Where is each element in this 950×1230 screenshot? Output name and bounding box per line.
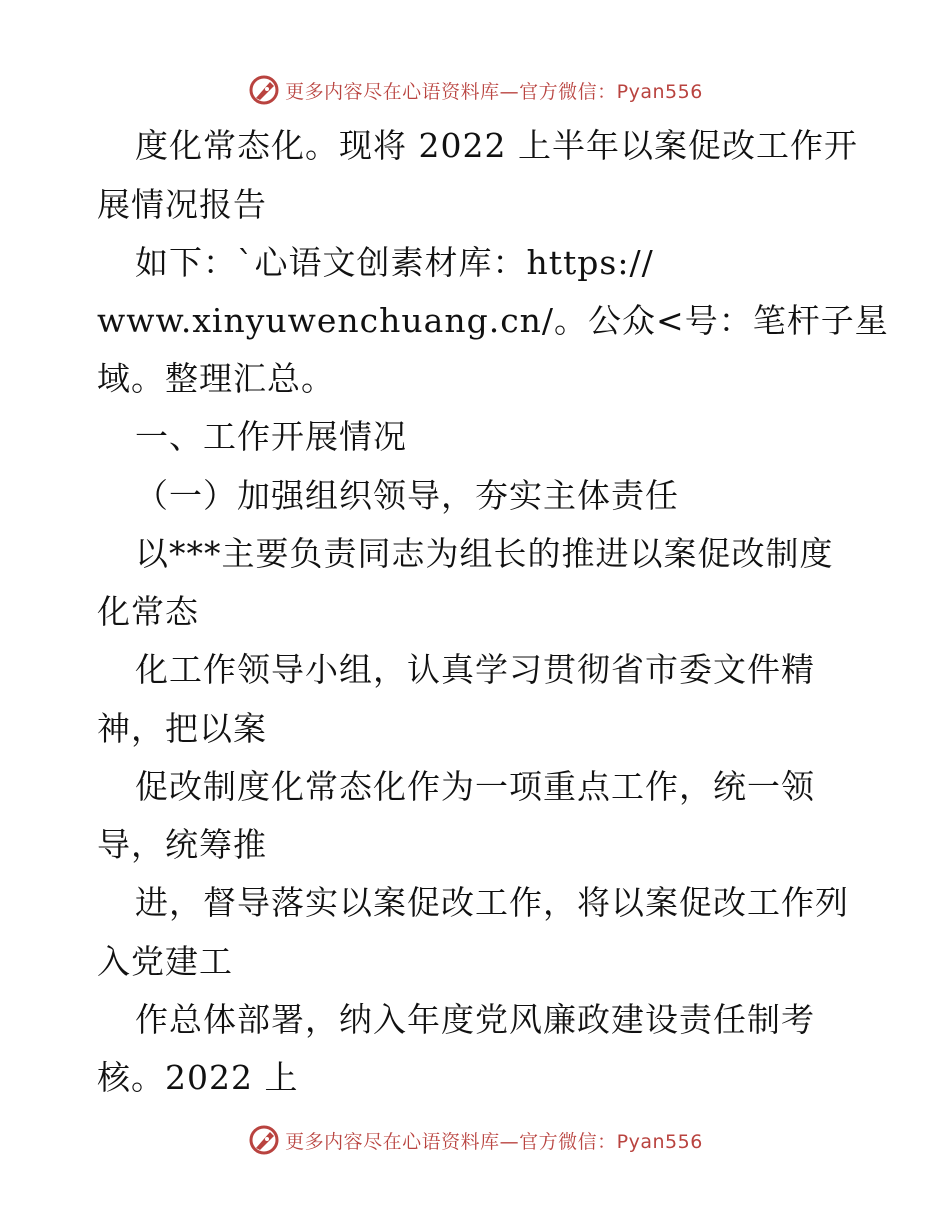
body-line-4: www.xinyuwenchuang.cn/。公众<号：笔杆子星 [97,301,889,340]
body-line-2: 展情况报告 [97,185,267,224]
body-line-14: 进，督导落实以案促改工作，将以案促改工作列 [135,883,849,922]
footer-banner [0,1120,950,1160]
subsection-heading: （一）加强组织领导，夯实主体责任 [135,476,679,515]
section-heading: 一、工作开展情况 [135,417,407,456]
body-line-5: 域。整理汇总。 [97,359,335,398]
header-banner-text: 更多内容尽在心语资料库—官方微信：Pyan556 [285,80,703,103]
body-line-17: 核。2022 上 [97,1058,299,1097]
body-line-11: 神，把以案 [97,709,267,748]
pen-nib-seal-icon [247,73,281,107]
body-line-3: 如下：`心语文创素材库：https:// [135,243,654,282]
body-line-13: 导，统筹推 [97,825,267,864]
body-line-15: 入党建工 [97,942,233,981]
body-line-8: 以***主要负责同志为组长的推进以案促改制度 [135,534,834,573]
header-banner [0,70,950,110]
body-line-1: 度化常态化。现将 2022 上半年以案促改工作开 [135,126,858,165]
footer-banner-text: 更多内容尽在心语资料库—官方微信：Pyan556 [285,1130,703,1153]
body-line-9: 化常态 [97,592,199,631]
body-line-10: 化工作领导小组，认真学习贯彻省市委文件精 [135,650,815,689]
pen-nib-seal-icon [247,1123,281,1157]
body-line-16: 作总体部署，纳入年度党风廉政建设责任制考 [135,1000,815,1039]
body-line-12: 促改制度化常态化作为一项重点工作，统一领 [135,767,815,806]
